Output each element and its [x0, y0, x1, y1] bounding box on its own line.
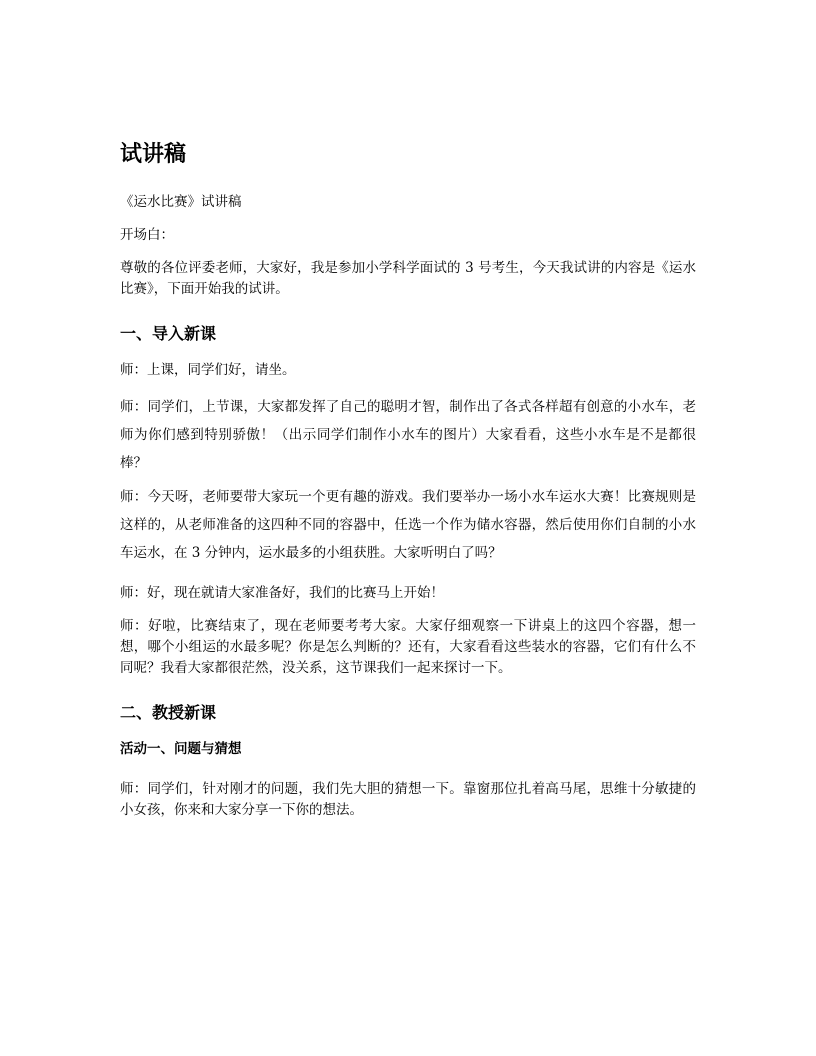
intro-paragraph-1: 师：上课，同学们好，请坐。 [120, 362, 296, 378]
document-page [120, 140, 696, 833]
intro-paragraph-2: 师：同学们，上节课，大家都发挥了自己的聪明才智，制作出了各式各样超有创意的小水车，老师为你们感到特别骄傲！（出示同学们制作小水车的图片）大家看看，这些小水车是不是都很棒？ [120, 399, 696, 471]
section-heading-teaching: 二、教授新课 [120, 703, 217, 722]
activity-heading-1: 活动一、问题与猜想 [120, 741, 242, 757]
opening-label: 开场白： [120, 227, 174, 243]
document-subtitle: 《运水比赛》试讲稿 [120, 194, 242, 210]
opening-paragraph: 尊敬的各位评委老师，大家好，我是参加小学科学面试的 3 号考生，今天我试讲的内容是《运水比赛》，下面开始我的试讲。 [120, 260, 696, 297]
intro-paragraph-3: 师：今天呀，老师要带大家玩一个更有趣的游戏。我们要举办一场小水车运水大赛！比赛规则是这样的，从老师准备的这四种不同的容器中，任选一个作为储水容器，然后使用你们自制的小水车运水，在 3 分钟内，运水最多的小组获胜。大家听明白了吗？ [120, 489, 696, 561]
intro-paragraph-5: 师：好啦，比赛结束了，现在老师要考考大家。大家仔细观察一下讲桌上的这四个容器，想一想，哪个小组运的水最多呢？你是怎么判断的？还有，大家看看这些装水的容器，它们有什么不同呢？我看大家都很茫然，没关系，这节课我们一起来探讨一下。 [120, 618, 696, 676]
section-heading-intro: 一、导入新课 [120, 324, 217, 343]
intro-paragraph-4: 师：好，现在就请大家准备好，我们的比赛马上开始！ [120, 585, 444, 601]
document-title: 试讲稿 [120, 142, 187, 167]
activity-paragraph-1: 师：同学们，针对刚才的问题，我们先大胆的猜想一下。靠窗那位扎着高马尾，思维十分敏捷的小女孩，你来和大家分享一下你的想法。 [120, 781, 696, 818]
